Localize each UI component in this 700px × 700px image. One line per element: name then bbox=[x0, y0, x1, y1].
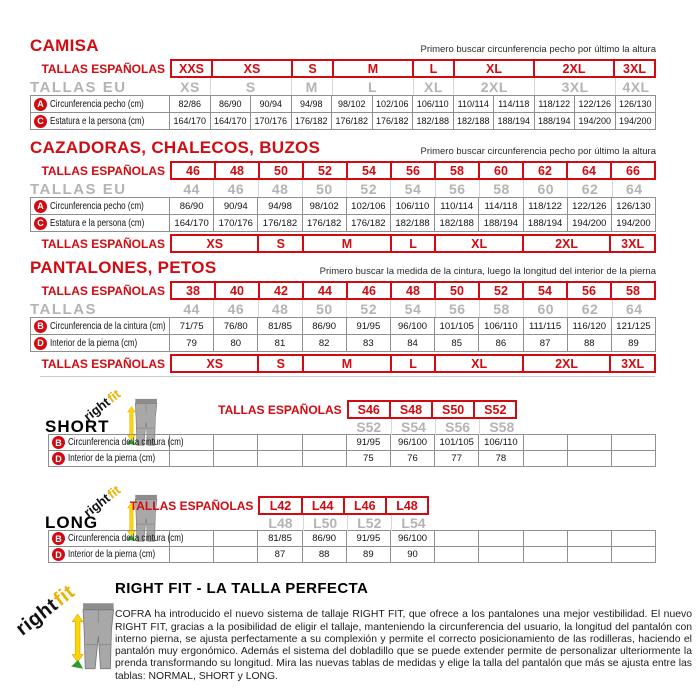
eu-size-cell: 3XL bbox=[534, 78, 615, 96]
letter-b-icon: B bbox=[52, 532, 65, 545]
value-cell: 82 bbox=[302, 334, 347, 352]
pantalones-eu-sizes-row bbox=[30, 300, 656, 318]
rightfit-logo-large bbox=[11, 580, 126, 679]
long-eu-sizes-row bbox=[30, 515, 656, 531]
measure-label: A Circunferencia pecho (cm) bbox=[30, 95, 170, 113]
eu-size-cell: L52 bbox=[347, 515, 391, 531]
value-cell bbox=[478, 530, 523, 547]
rightfit-paragraph: COFRA ha introducido el nuevo sistema de tallaje RIGHT FIT, que ofrece a los pantalones una mejor vestibilidad. El nuevo RIGHT FIT, gracias a la posibilidad de eligir el tallaje, manteniendo la circunferencia del usuario, la longitud del pantalón con interno pierna, se ajusta perfectamente a su complexión y permite el correcto posicionamiento de las rodilleras, haciendo el pantalón muy ergonómico. Además el sistema del dobladillo que se puede extender permite de personalizar ulteriormente la prenda transformando su longitud. Mira las nuevas tablas de medidas y elige la talla del pantalón que más se ajusta entre las tablas: NORMAL, SHORT y LONG. bbox=[115, 609, 692, 682]
eu-size-cell: 58 bbox=[479, 180, 523, 198]
eu-size-cell: 48 bbox=[258, 300, 302, 318]
measure-label: D Interior de la pierna (cm) bbox=[48, 546, 170, 563]
value-cell: 71/75 bbox=[169, 317, 214, 335]
cazadoras-intl-sizes-cells bbox=[170, 234, 656, 253]
intl-size-cell: S bbox=[257, 356, 302, 371]
value-cell: 79 bbox=[169, 334, 214, 352]
value-cell: 164/170 bbox=[169, 214, 214, 232]
value-cell bbox=[434, 530, 479, 547]
letter-a-icon: A bbox=[34, 200, 47, 213]
eu-size-cell: 62 bbox=[567, 300, 611, 318]
spanish-size-cell: L48 bbox=[385, 496, 429, 515]
measure-label: C Estatura e la persona (cm) bbox=[30, 214, 170, 232]
value-cell: 76 bbox=[390, 450, 435, 467]
eu-size-cell: 60 bbox=[523, 300, 567, 318]
spanish-size-cell: 54 bbox=[522, 283, 566, 298]
long-name: LONG bbox=[45, 513, 99, 532]
pantalones-title: PANTALONES, PETOS bbox=[30, 258, 217, 277]
value-cell bbox=[523, 434, 568, 451]
measure-label: B Circunferencia de la cintura (cm) bbox=[48, 434, 170, 451]
value-cell: 101/105 bbox=[434, 317, 479, 335]
short-section bbox=[30, 400, 656, 467]
value-cell bbox=[611, 434, 656, 451]
value-cell bbox=[523, 530, 568, 547]
eu-size-cell: 56 bbox=[435, 180, 479, 198]
value-cell bbox=[302, 434, 347, 451]
intl-size-cell: M bbox=[302, 356, 389, 371]
value-cell: 111/115 bbox=[523, 317, 568, 335]
value-cell: 182/188 bbox=[453, 112, 495, 130]
spanish-size-cell: 64 bbox=[566, 163, 610, 178]
rightfit-title: RIGHT FIT - LA TALLA PERFECTA bbox=[115, 580, 369, 597]
cazadoras-chest-row bbox=[30, 197, 656, 215]
eu-size-cell: 54 bbox=[390, 180, 434, 198]
spanish-size-cell: 2XL bbox=[533, 61, 613, 76]
measure-label: D Interior de la pierna (cm) bbox=[48, 450, 170, 467]
value-cell: 176/182 bbox=[372, 112, 414, 130]
value-cell: 106/110 bbox=[412, 95, 454, 113]
value-cell: 170/176 bbox=[250, 112, 292, 130]
measure-label: A Circunferencia pecho (cm) bbox=[30, 197, 170, 215]
value-cell: 85 bbox=[434, 334, 479, 352]
value-cell: 188/194 bbox=[534, 112, 576, 130]
value-cell: 87 bbox=[257, 546, 302, 563]
pantalones-waist-row bbox=[30, 317, 656, 335]
value-cell: 126/130 bbox=[611, 197, 656, 215]
eu-size-cell: 54 bbox=[390, 300, 434, 318]
spanish-sizes-label: TALLAS ESPAÑOLAS bbox=[41, 163, 165, 178]
value-cell: 188/194 bbox=[478, 214, 523, 232]
value-cell: 83 bbox=[346, 334, 391, 352]
value-cell: 110/114 bbox=[453, 95, 495, 113]
intl-size-cell: 3XL bbox=[609, 356, 654, 371]
spanish-size-cell: S52 bbox=[473, 400, 517, 419]
value-cell: 88 bbox=[567, 334, 612, 352]
short-name: SHORT bbox=[45, 417, 110, 436]
cazadoras-spanish-sizes-row bbox=[30, 161, 656, 180]
value-cell: 118/122 bbox=[523, 197, 568, 215]
value-cell: 81/85 bbox=[257, 317, 302, 335]
value-cell: 101/105 bbox=[434, 434, 479, 451]
short-eu-sizes-cells bbox=[347, 419, 524, 435]
value-cell: 90/94 bbox=[213, 197, 258, 215]
value-cell: 194/200 bbox=[567, 214, 612, 232]
value-cell bbox=[302, 450, 347, 467]
value-cell: 176/182 bbox=[257, 214, 302, 232]
value-cell: 176/182 bbox=[346, 214, 391, 232]
short-leg-cells bbox=[170, 450, 656, 467]
spanish-size-cell: 50 bbox=[258, 163, 302, 178]
eu-size-cell: L50 bbox=[303, 515, 347, 531]
spanish-size-cell: 56 bbox=[566, 283, 610, 298]
cazadoras-intl-sizes-row bbox=[30, 234, 656, 253]
long-spanish-sizes-row bbox=[30, 496, 656, 515]
value-cell: 182/188 bbox=[434, 214, 479, 232]
value-cell bbox=[611, 450, 656, 467]
eu-size-cell: S54 bbox=[391, 419, 435, 435]
eu-size-cell: 4XL bbox=[615, 78, 656, 96]
camisa-chest-cells bbox=[170, 95, 656, 113]
letter-b-icon: B bbox=[34, 320, 47, 333]
value-cell: 96/100 bbox=[390, 317, 435, 335]
eu-size-cell: 52 bbox=[346, 180, 390, 198]
eu-size-cell: S56 bbox=[435, 419, 479, 435]
value-cell: 91/95 bbox=[346, 317, 391, 335]
cazadoras-spanish-sizes-cells bbox=[170, 161, 656, 180]
value-cell bbox=[213, 530, 258, 547]
value-cell: 88 bbox=[302, 546, 347, 563]
pantalones-section bbox=[30, 258, 656, 373]
eu-sizes-label: TALLAS bbox=[30, 300, 98, 318]
measure-label: B Circunferencia de la cintura (cm) bbox=[48, 530, 170, 547]
eu-size-cell: 44 bbox=[183, 301, 200, 317]
eu-size-cell: S52 bbox=[356, 419, 382, 435]
value-cell: 86/90 bbox=[302, 530, 347, 547]
eu-size-cell: 60 bbox=[523, 180, 567, 198]
eu-size-cell: 48 bbox=[258, 180, 302, 198]
value-cell bbox=[434, 546, 479, 563]
measure-label: B Circunferencia de la cintura (cm) bbox=[30, 317, 170, 335]
value-cell bbox=[567, 546, 612, 563]
pantalones-spanish-sizes-cells bbox=[170, 281, 656, 300]
value-cell bbox=[611, 530, 656, 547]
intl-size-cell: XL bbox=[434, 236, 521, 251]
value-cell: 89 bbox=[611, 334, 656, 352]
short-leg-row bbox=[30, 450, 656, 467]
value-cell bbox=[213, 546, 258, 563]
value-cell: 118/122 bbox=[534, 95, 576, 113]
spanish-sizes-label: TALLAS ESPAÑOLAS bbox=[129, 498, 254, 513]
camisa-chest-row bbox=[30, 95, 656, 113]
spanish-size-cell: S bbox=[291, 61, 332, 76]
eu-size-cell: 50 bbox=[302, 180, 346, 198]
eu-size-cell: 64 bbox=[612, 180, 656, 198]
cazadoras-chest-cells bbox=[170, 197, 656, 215]
value-cell: 91/95 bbox=[346, 530, 391, 547]
cazadoras-eu-sizes-row bbox=[30, 180, 656, 198]
value-cell bbox=[478, 546, 523, 563]
camisa-section bbox=[30, 36, 656, 130]
spanish-size-cell: 62 bbox=[522, 163, 566, 178]
short-spanish-sizes-row bbox=[30, 400, 656, 419]
value-cell: 194/200 bbox=[574, 112, 616, 130]
value-cell: 164/170 bbox=[210, 112, 252, 130]
eu-size-cell: 62 bbox=[567, 180, 611, 198]
value-cell: 87 bbox=[523, 334, 568, 352]
long-leg-cells bbox=[170, 546, 656, 563]
value-cell: 164/170 bbox=[169, 112, 211, 130]
value-cell bbox=[611, 546, 656, 563]
intl-size-cell: XS bbox=[206, 236, 224, 251]
spanish-size-cell: 48 bbox=[390, 283, 434, 298]
value-cell: 102/106 bbox=[372, 95, 414, 113]
value-cell: 110/114 bbox=[434, 197, 479, 215]
letter-b-icon: B bbox=[52, 436, 65, 449]
pantalones-intl-sizes-row bbox=[30, 354, 656, 373]
value-cell bbox=[169, 450, 214, 467]
spanish-size-cell: 52 bbox=[302, 163, 346, 178]
short-waist-row bbox=[30, 434, 656, 451]
letter-d-icon: D bbox=[52, 548, 65, 561]
value-cell: 176/182 bbox=[302, 214, 347, 232]
intl-size-cell: 2XL bbox=[522, 356, 609, 371]
spanish-size-cell: 40 bbox=[214, 283, 258, 298]
eu-size-cell: 44 bbox=[183, 181, 200, 197]
value-cell: 86 bbox=[478, 334, 523, 352]
value-cell: 194/200 bbox=[615, 112, 657, 130]
spanish-sizes-label: TALLAS ESPAÑOLAS bbox=[41, 283, 165, 298]
value-cell: 102/106 bbox=[346, 197, 391, 215]
value-cell bbox=[213, 450, 258, 467]
spanish-size-cell: 60 bbox=[478, 163, 522, 178]
spanish-sizes-label: TALLAS ESPAÑOLAS bbox=[218, 402, 342, 417]
camisa-spanish-sizes-cells bbox=[170, 59, 656, 78]
eu-size-cell: 56 bbox=[435, 300, 479, 318]
value-cell: 78 bbox=[478, 450, 523, 467]
value-cell: 80 bbox=[213, 334, 258, 352]
eu-size-cell: L54 bbox=[391, 515, 435, 531]
value-cell bbox=[523, 450, 568, 467]
cazadoras-height-cells bbox=[170, 214, 656, 232]
spanish-sizes-label: TALLAS ESPAÑOLAS bbox=[41, 236, 165, 251]
value-cell: 86/90 bbox=[210, 95, 252, 113]
value-cell: 89 bbox=[346, 546, 391, 563]
value-cell bbox=[523, 546, 568, 563]
letter-d-icon: D bbox=[52, 452, 65, 465]
eu-size-cell: M bbox=[291, 78, 332, 96]
spanish-size-cell: L44 bbox=[301, 496, 345, 515]
value-cell: 176/182 bbox=[331, 112, 373, 130]
long-waist-cells bbox=[170, 530, 656, 547]
length-arrow-icon bbox=[72, 614, 83, 662]
value-cell: 126/130 bbox=[615, 95, 657, 113]
spanish-sizes-label: TALLAS ESPAÑOLAS bbox=[41, 61, 165, 76]
rightfit-wordmark: rightfit bbox=[11, 580, 80, 641]
spanish-size-cell: 58 bbox=[434, 163, 478, 178]
eu-size-cell: XL bbox=[413, 78, 454, 96]
value-cell: 82/86 bbox=[169, 95, 211, 113]
value-cell bbox=[567, 450, 612, 467]
value-cell: 90 bbox=[390, 546, 435, 563]
pantalones-eu-sizes-cells bbox=[170, 300, 656, 318]
spanish-size-cell: 3XL bbox=[613, 61, 654, 76]
cazadoras-height-row bbox=[30, 214, 656, 232]
long-eu-sizes-cells bbox=[258, 515, 435, 531]
intl-size-cell: 3XL bbox=[609, 236, 654, 251]
cazadoras-note: Primero buscar circunferencia pecho por último la altura bbox=[420, 146, 656, 157]
long-waist-row bbox=[30, 530, 656, 547]
spanish-size-cell: 46 bbox=[186, 163, 200, 178]
value-cell: 188/194 bbox=[523, 214, 568, 232]
intl-size-cell: XS bbox=[206, 356, 224, 371]
rightfit-wordmark: rightfit bbox=[80, 386, 124, 424]
value-cell: 188/194 bbox=[493, 112, 535, 130]
eu-size-cell: 58 bbox=[479, 300, 523, 318]
spanish-size-cell: XL bbox=[453, 61, 533, 76]
value-cell: 86/90 bbox=[302, 317, 347, 335]
value-cell: 176/182 bbox=[291, 112, 333, 130]
intl-size-cell: M bbox=[302, 236, 389, 251]
measure-label: D Interior de la pierna (cm) bbox=[30, 334, 170, 352]
value-cell: 182/188 bbox=[390, 214, 435, 232]
value-cell bbox=[213, 434, 258, 451]
pantalones-spanish-sizes-row bbox=[30, 281, 656, 300]
value-cell: 114/118 bbox=[493, 95, 535, 113]
value-cell: 98/102 bbox=[331, 95, 373, 113]
value-cell bbox=[567, 434, 612, 451]
eu-size-cell: 50 bbox=[302, 300, 346, 318]
value-cell: 98/102 bbox=[302, 197, 347, 215]
letter-c-icon: C bbox=[34, 217, 47, 230]
eu-size-cell: L bbox=[332, 78, 413, 96]
value-cell: 75 bbox=[346, 450, 391, 467]
spanish-size-cell: 56 bbox=[390, 163, 434, 178]
pantalones-note: Primero buscar la medida de la cintura, luego la longitud del interior de la pierna bbox=[319, 266, 656, 277]
eu-sizes-label: TALLAS EU bbox=[30, 180, 127, 198]
letter-a-icon: A bbox=[34, 98, 47, 111]
value-cell: 86/90 bbox=[169, 197, 214, 215]
long-section bbox=[30, 496, 656, 563]
spanish-size-cell: 66 bbox=[610, 163, 654, 178]
spanish-size-cell: M bbox=[332, 61, 412, 76]
value-cell: 121/125 bbox=[611, 317, 656, 335]
eu-sizes-label: TALLAS EU bbox=[30, 78, 127, 96]
value-cell: 91/95 bbox=[346, 434, 391, 451]
camisa-eu-sizes-row bbox=[30, 78, 656, 96]
value-cell: 84 bbox=[390, 334, 435, 352]
rightfit-wordmark: rightfit bbox=[80, 482, 124, 520]
value-cell: 116/120 bbox=[567, 317, 612, 335]
cazadoras-title: CAZADORAS, CHALECOS, BUZOS bbox=[30, 138, 321, 157]
spanish-size-cell: 54 bbox=[346, 163, 390, 178]
eu-size-cell: 52 bbox=[346, 300, 390, 318]
green-arrow-icon bbox=[71, 660, 83, 669]
value-cell: 122/126 bbox=[574, 95, 616, 113]
value-cell: 182/188 bbox=[412, 112, 454, 130]
eu-size-cell: L48 bbox=[268, 515, 293, 531]
spanish-size-cell: XS bbox=[211, 61, 291, 76]
value-cell bbox=[567, 530, 612, 547]
pantalones-waist-cells bbox=[170, 317, 656, 335]
intl-size-cell: L bbox=[390, 236, 435, 251]
eu-size-cell: 46 bbox=[213, 180, 257, 198]
spanish-size-cell: L42 bbox=[258, 496, 302, 515]
camisa-spanish-sizes-row bbox=[30, 59, 656, 78]
spanish-size-cell: 44 bbox=[302, 283, 346, 298]
value-cell: 122/126 bbox=[567, 197, 612, 215]
eu-size-cell: S bbox=[210, 78, 291, 96]
spanish-size-cell: L bbox=[412, 61, 453, 76]
spanish-size-cell: 48 bbox=[214, 163, 258, 178]
value-cell: 81/85 bbox=[257, 530, 302, 547]
spanish-size-cell: L46 bbox=[343, 496, 387, 515]
value-cell: 106/110 bbox=[478, 317, 523, 335]
spanish-size-cell: 58 bbox=[610, 283, 654, 298]
pantalones-leg-cells bbox=[170, 334, 656, 352]
value-cell: 90/94 bbox=[250, 95, 292, 113]
value-cell: 170/176 bbox=[213, 214, 258, 232]
spanish-size-cell: 52 bbox=[478, 283, 522, 298]
cazadoras-section bbox=[30, 138, 656, 253]
eu-size-cell: 46 bbox=[213, 300, 257, 318]
value-cell bbox=[257, 434, 302, 451]
value-cell: 76/80 bbox=[213, 317, 258, 335]
spanish-size-cell: 38 bbox=[186, 283, 200, 298]
camisa-note: Primero buscar circunferencia pecho por último la altura bbox=[420, 44, 656, 55]
section-divider bbox=[40, 376, 655, 377]
intl-size-cell: 2XL bbox=[522, 236, 609, 251]
eu-size-cell: XS bbox=[180, 79, 200, 95]
value-cell: 81 bbox=[257, 334, 302, 352]
spanish-size-cell: 42 bbox=[258, 283, 302, 298]
value-cell: 94/98 bbox=[257, 197, 302, 215]
intl-size-cell: L bbox=[390, 356, 435, 371]
letter-d-icon: D bbox=[34, 337, 47, 350]
value-cell bbox=[169, 546, 214, 563]
spanish-size-cell: S48 bbox=[389, 400, 433, 419]
camisa-eu-sizes-cells bbox=[170, 78, 656, 96]
spanish-size-cell: 50 bbox=[434, 283, 478, 298]
intl-size-cell: S bbox=[257, 236, 302, 251]
value-cell: 194/200 bbox=[611, 214, 656, 232]
intl-size-cell: XL bbox=[434, 356, 521, 371]
value-cell: 106/110 bbox=[390, 197, 435, 215]
value-cell: 106/110 bbox=[478, 434, 523, 451]
camisa-title: CAMISA bbox=[30, 36, 99, 55]
spanish-size-cell: S46 bbox=[347, 400, 391, 419]
rightfit-pants-icon bbox=[70, 595, 118, 677]
long-leg-row bbox=[30, 546, 656, 563]
short-eu-sizes-row bbox=[30, 419, 656, 435]
camisa-height-row bbox=[30, 112, 656, 130]
eu-size-cell: S58 bbox=[479, 419, 523, 435]
value-cell bbox=[257, 450, 302, 467]
cazadoras-eu-sizes-cells bbox=[170, 180, 656, 198]
camisa-height-cells bbox=[170, 112, 656, 130]
short-waist-cells bbox=[170, 434, 656, 451]
value-cell: 77 bbox=[434, 450, 479, 467]
pantalones-intl-sizes-cells bbox=[170, 354, 656, 373]
letter-c-icon: C bbox=[34, 115, 47, 128]
value-cell: 96/100 bbox=[390, 434, 435, 451]
short-spanish-sizes-cells bbox=[347, 400, 518, 419]
spanish-size-cell: XXS bbox=[178, 61, 204, 76]
spanish-size-cell: 46 bbox=[346, 283, 390, 298]
eu-size-cell: 64 bbox=[612, 300, 656, 318]
value-cell: 114/118 bbox=[478, 197, 523, 215]
value-cell: 94/98 bbox=[291, 95, 333, 113]
spanish-size-cell: S50 bbox=[431, 400, 475, 419]
pantalones-leg-row bbox=[30, 334, 656, 352]
eu-size-cell: 2XL bbox=[453, 78, 534, 96]
long-spanish-sizes-cells bbox=[258, 496, 429, 515]
measure-label: C Estatura e la persona (cm) bbox=[30, 112, 170, 130]
spanish-sizes-label: TALLAS ESPAÑOLAS bbox=[41, 356, 165, 371]
value-cell: 96/100 bbox=[390, 530, 435, 547]
